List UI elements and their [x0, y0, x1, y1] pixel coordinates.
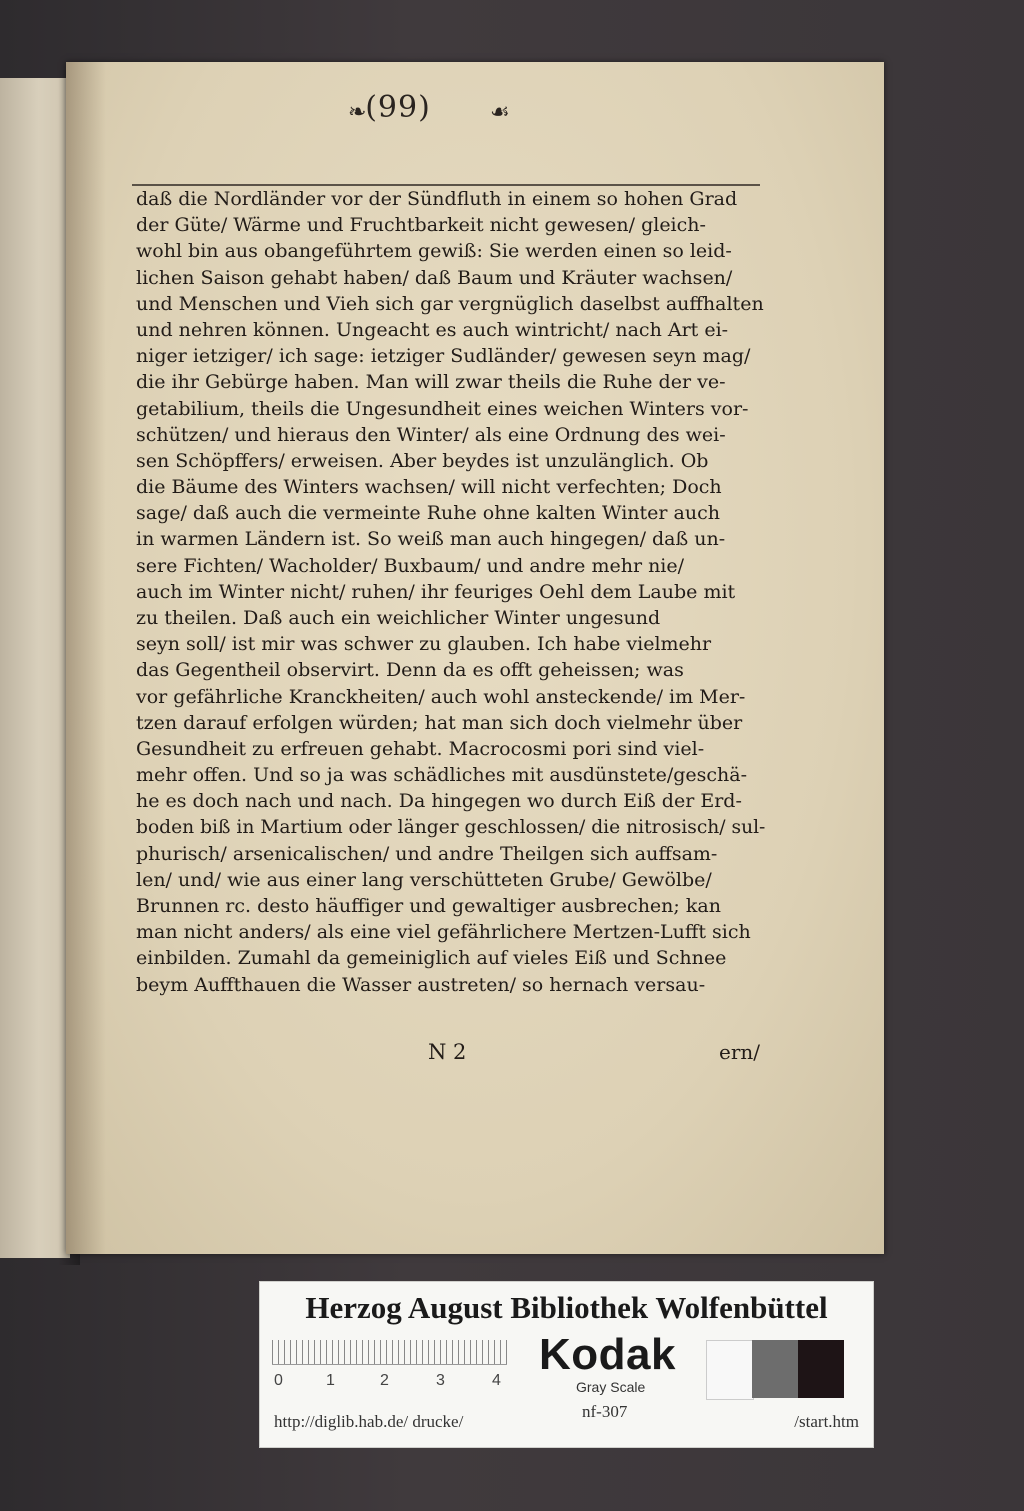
ruler-number: 1 [326, 1372, 335, 1389]
scale-ruler [272, 1340, 507, 1365]
ruler-number: 0 [274, 1372, 283, 1389]
text-line: einbilden. Zumahl da gemeiniglich auf vieles Eiß und Schnee [136, 947, 727, 970]
text-line: getabilium, theils die Ungesundheit eines weichen Winters vor- [136, 397, 749, 420]
text-line: mehr offen. Und so ja was schädliches mit ausdünstete/geschä- [136, 764, 748, 787]
text-line: seyn soll/ ist mir was schwer zu glauben. Ich habe vielmehr [136, 633, 712, 656]
library-title: Herzog August Bibliothek Wolfenbüttel [305, 1290, 828, 1325]
text-line: niger ietziger/ ich sage: ietziger Sudländer/ gewesen seyn mag/ [136, 345, 751, 368]
ornament-right-icon: ☙ [490, 100, 510, 125]
text-line: tzen darauf erfolgen würden; hat man sich doch vielmehr über [136, 711, 743, 734]
card-url: http://diglib.hab.de/ drucke/ [274, 1412, 464, 1431]
text-line: man nicht anders/ als eine viel gefährlichere Mertzen-Lufft sich [136, 921, 751, 944]
ruler-number: 3 [436, 1372, 445, 1389]
text-line: wohl bin aus obangeführtem gewiß: Sie werden einen so leid- [136, 240, 732, 263]
page-number: (99) [365, 90, 431, 125]
text-line: boden biß in Martium oder länger geschlossen/ die nitrosisch/ sul- [136, 816, 766, 838]
ornament-left-icon: ❧ [348, 100, 367, 125]
text-line: sen Schöpffers/ erweisen. Aber beydes ist unzulänglich. Ob [136, 449, 709, 472]
text-line: in warmen Ländern ist. So weiß man auch hingegen/ daß un- [136, 528, 726, 551]
gray-swatch-mid [752, 1340, 798, 1398]
text-line: die Bäume des Winters wachsen/ will nicht verfechten; Doch [136, 476, 722, 499]
text-line: schützen/ und hieraus den Winter/ als eine Ordnung des wei- [136, 423, 726, 446]
gray-scale-label: Gray Scale [576, 1379, 646, 1395]
text-line: sere Fichten/ Wacholder/ Buxbaum/ und andre mehr nie/ [136, 554, 685, 577]
card-start-path: /start.htm [794, 1412, 859, 1431]
text-line: der Güte/ Wärme und Fruchtbarkeit nicht gewesen/ gleich- [136, 214, 706, 237]
text-line: beym Auffthauen die Wasser austreten/ so hernach versau- [136, 973, 706, 996]
text-line: vor gefährliche Kranckheiten/ auch wohl ansteckende/ im Mer- [136, 685, 746, 708]
text-line: das Gegentheil observirt. Denn da es offt geheissen; was [136, 659, 684, 682]
text-line: len/ und/ wie aus einer lang verschütteten Grube/ Gewölbe/ [136, 868, 712, 891]
catchword: ern/ [718, 1040, 760, 1064]
text-line: Gesundheit zu erfreuen gehabt. Macrocosmi pori sind viel- [136, 737, 705, 760]
text-line: lichen Saison gehabt haben/ daß Baum und Kräuter wachsen/ [136, 266, 733, 289]
card-id: nf-307 [582, 1402, 628, 1421]
text-line: zu theilen. Daß auch ein weichlicher Winter ungesund [136, 607, 661, 629]
text-line: die ihr Gebürge haben. Man will zwar theils die Ruhe der ve- [136, 371, 726, 394]
text-line: daß die Nordländer vor der Sündfluth in einem so hohen Grad [136, 188, 738, 210]
body-text [136, 186, 766, 998]
signature-mark: N 2 [428, 1040, 467, 1064]
text-line: sage/ daß auch die vermeinte Ruhe ohne kalten Winter auch [136, 502, 720, 525]
ruler-number: 4 [492, 1372, 501, 1389]
page-header [200, 90, 740, 134]
color-card [259, 1281, 874, 1448]
gray-swatch-white [706, 1340, 754, 1400]
text-line: Brunnen rc. desto häuffiger und gewaltiger ausbrechen; kan [136, 895, 721, 918]
text-line: und Menschen und Vieh sich gar vergnüglich daselbst auffhalten [136, 292, 764, 315]
ruler-number: 2 [380, 1372, 389, 1389]
text-line: und nehren können. Ungeacht es auch wintricht/ nach Art ei- [136, 318, 729, 341]
page-footer [136, 1040, 766, 1070]
text-line: phurisch/ arsenicalischen/ und andre Theilgen sich auffsam- [136, 842, 718, 865]
kodak-logo: Kodak [539, 1330, 676, 1379]
text-line: he es doch nach und nach. Da hingegen wo durch Eiß der Erd- [136, 790, 742, 813]
gray-swatch-black [798, 1340, 844, 1398]
text-line: auch im Winter nicht/ ruhen/ ihr feuriges Oehl dem Laube mit [136, 580, 736, 603]
